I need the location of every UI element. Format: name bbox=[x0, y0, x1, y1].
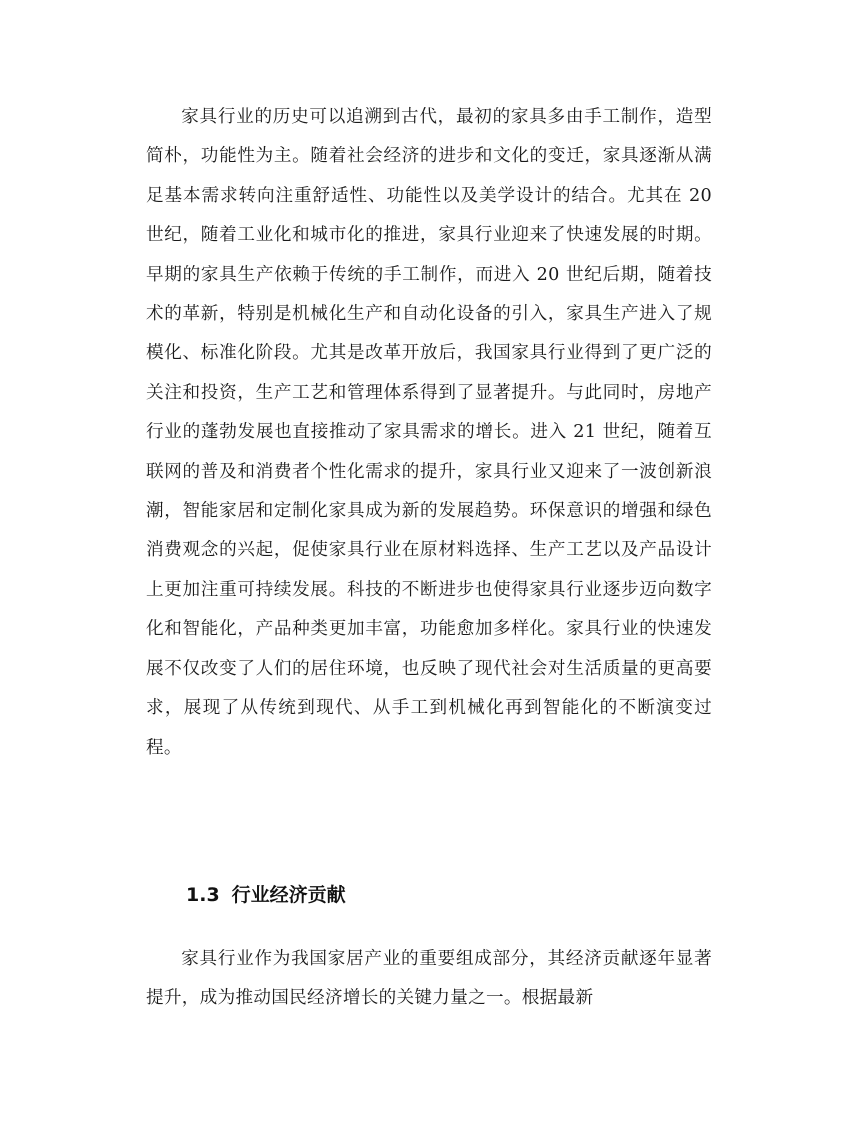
section-title: 行业经济贡献 bbox=[231, 884, 346, 906]
section-heading bbox=[186, 880, 346, 910]
section-number: 1.3 bbox=[186, 884, 220, 906]
body-paragraph: 家具行业的历史可以追溯到古代，最初的家具多由手工制作，造型简朴，功能性为主。随着社会经济的进步和文化的变迁，家具逐渐从满足基本需求转向注重舒适性、功能性以及美学设计的结合。尤其在 20 世纪，随着工业化和城市化的推进，家具行业迎来了快速发展的时期。早期的家具生产依赖于传统的手工制作，而进入 20 世纪后期，随着技术的革新，特别是机械化生产和自动化设备的引入，家具生产进入了规模化、标准化阶段。尤其是改革开放后，我国家具行业得到了更广泛的关注和投资，生产工艺和管理体系得到了显著提升。与此同时，房地产行业的蓬勃发展也直接推动了家具需求的增长。进入 21 世纪，随着互联网的普及和消费者个性化需求的提升，家具行业又迎来了一波创新浪潮，智能家居和定制化家具成为新的发展趋势。环保意识的增强和绿色消费观念的兴起，促使家具行业在原材料选择、生产工艺以及产品设计上更加注重可持续发展。科技的不断进步也使得家具行业逐步迈向数字化和智能化，产品种类更加丰富，功能愈加多样化。家具行业的快速发展不仅改变了人们的居住环境，也反映了现代社会对生活质量的更高要求，展现了从传统到现代、从手工到机械化再到智能化的不断演变过程。 bbox=[146, 107, 712, 758]
body-paragraph: 家具行业作为我国家居产业的重要组成部分，其经济贡献逐年显著提升，成为推动国民经济增长的关键力量之一。根据最新 bbox=[146, 949, 712, 1009]
